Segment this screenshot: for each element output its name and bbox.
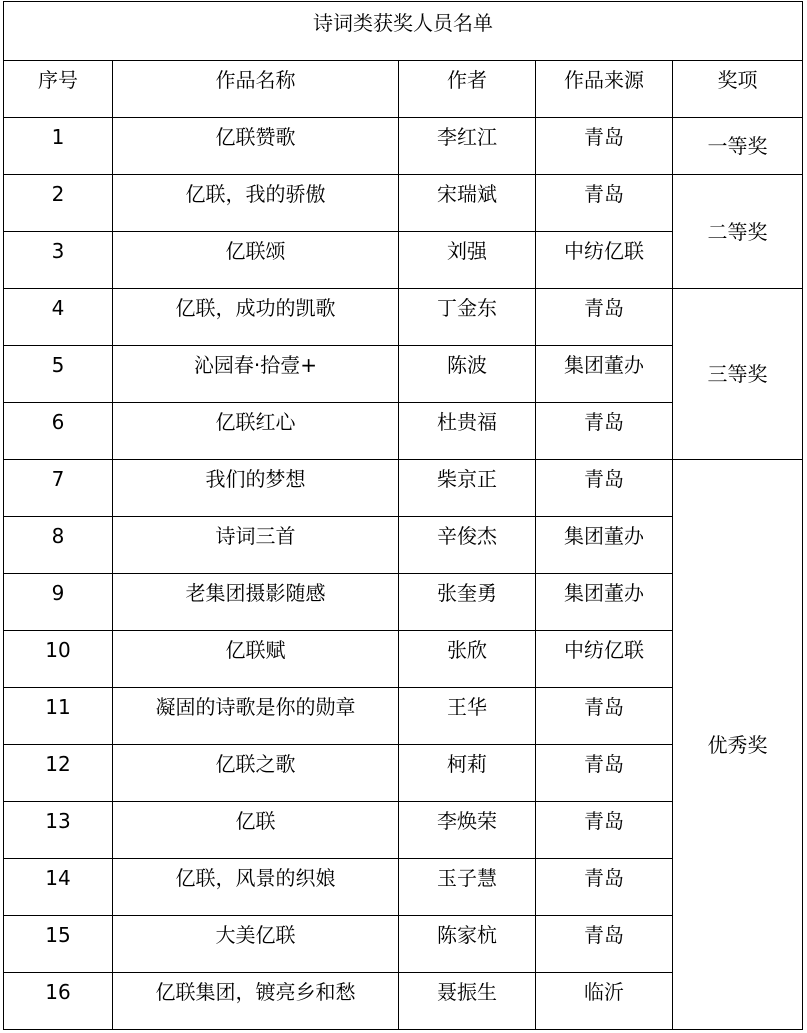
award-excellence-prize: 优秀奖 bbox=[673, 460, 803, 1030]
cell-work-name: 亿联之歌 bbox=[113, 745, 399, 802]
cell-source: 青岛 bbox=[536, 859, 673, 916]
cell-author: 陈家杭 bbox=[399, 916, 536, 973]
award-first-prize: 一等奖 bbox=[673, 118, 803, 175]
cell-no: 15 bbox=[4, 916, 113, 973]
cell-work-name: 沁园春·拾壹+ bbox=[113, 346, 399, 403]
cell-no: 13 bbox=[4, 802, 113, 859]
cell-work-name: 亿联，我的骄傲 bbox=[113, 175, 399, 232]
title-row bbox=[4, 2, 803, 61]
cell-work-name: 老集团摄影随感 bbox=[113, 574, 399, 631]
cell-source: 青岛 bbox=[536, 745, 673, 802]
cell-work-name: 亿联，成功的凯歌 bbox=[113, 289, 399, 346]
cell-source: 青岛 bbox=[536, 289, 673, 346]
cell-work-name: 大美亿联 bbox=[113, 916, 399, 973]
header-no: 序号 bbox=[4, 61, 113, 118]
cell-work-name: 亿联，风景的织娘 bbox=[113, 859, 399, 916]
cell-source: 青岛 bbox=[536, 802, 673, 859]
cell-work-name: 亿联赞歌 bbox=[113, 118, 399, 175]
cell-author: 李红江 bbox=[399, 118, 536, 175]
cell-work-name: 亿联集团，镀亮乡和愁 bbox=[113, 973, 399, 1030]
cell-no: 9 bbox=[4, 574, 113, 631]
cell-author: 刘强 bbox=[399, 232, 536, 289]
cell-work-name: 我们的梦想 bbox=[113, 460, 399, 517]
table-title: 诗词类获奖人员名单 bbox=[4, 2, 803, 61]
cell-source: 集团董办 bbox=[536, 574, 673, 631]
cell-no: 3 bbox=[4, 232, 113, 289]
cell-no: 5 bbox=[4, 346, 113, 403]
cell-author: 杜贵福 bbox=[399, 403, 536, 460]
cell-work-name: 凝固的诗歌是你的勋章 bbox=[113, 688, 399, 745]
table-row bbox=[4, 175, 803, 232]
cell-source: 青岛 bbox=[536, 688, 673, 745]
cell-author: 李焕荣 bbox=[399, 802, 536, 859]
cell-work-name: 亿联 bbox=[113, 802, 399, 859]
cell-no: 6 bbox=[4, 403, 113, 460]
cell-no: 4 bbox=[4, 289, 113, 346]
cell-author: 宋瑞斌 bbox=[399, 175, 536, 232]
cell-author: 玉子慧 bbox=[399, 859, 536, 916]
header-author: 作者 bbox=[399, 61, 536, 118]
table-row bbox=[4, 289, 803, 346]
cell-source: 青岛 bbox=[536, 460, 673, 517]
cell-source: 中纺亿联 bbox=[536, 631, 673, 688]
cell-work-name: 亿联颂 bbox=[113, 232, 399, 289]
cell-author: 辛俊杰 bbox=[399, 517, 536, 574]
award-second-prize: 二等奖 bbox=[673, 175, 803, 289]
table-row bbox=[4, 118, 803, 175]
cell-author: 柴京正 bbox=[399, 460, 536, 517]
cell-work-name: 诗词三首 bbox=[113, 517, 399, 574]
cell-work-name: 亿联红心 bbox=[113, 403, 399, 460]
cell-source: 青岛 bbox=[536, 916, 673, 973]
cell-source: 集团董办 bbox=[536, 517, 673, 574]
header-work-name: 作品名称 bbox=[113, 61, 399, 118]
cell-work-name: 亿联赋 bbox=[113, 631, 399, 688]
cell-no: 12 bbox=[4, 745, 113, 802]
header-source: 作品来源 bbox=[536, 61, 673, 118]
cell-no: 7 bbox=[4, 460, 113, 517]
cell-author: 柯莉 bbox=[399, 745, 536, 802]
cell-no: 8 bbox=[4, 517, 113, 574]
cell-no: 1 bbox=[4, 118, 113, 175]
award-list-table bbox=[3, 1, 803, 1030]
cell-source: 青岛 bbox=[536, 403, 673, 460]
cell-source: 中纺亿联 bbox=[536, 232, 673, 289]
award-third-prize: 三等奖 bbox=[673, 289, 803, 460]
cell-author: 王华 bbox=[399, 688, 536, 745]
cell-source: 青岛 bbox=[536, 175, 673, 232]
cell-no: 10 bbox=[4, 631, 113, 688]
cell-author: 张奎勇 bbox=[399, 574, 536, 631]
cell-author: 陈波 bbox=[399, 346, 536, 403]
cell-no: 11 bbox=[4, 688, 113, 745]
header-row bbox=[4, 61, 803, 118]
cell-source: 临沂 bbox=[536, 973, 673, 1030]
cell-no: 2 bbox=[4, 175, 113, 232]
cell-source: 青岛 bbox=[536, 118, 673, 175]
table-row bbox=[4, 460, 803, 517]
cell-no: 14 bbox=[4, 859, 113, 916]
header-award: 奖项 bbox=[673, 61, 803, 118]
cell-no: 16 bbox=[4, 973, 113, 1030]
cell-author: 张欣 bbox=[399, 631, 536, 688]
cell-author: 丁金东 bbox=[399, 289, 536, 346]
cell-author: 聂振生 bbox=[399, 973, 536, 1030]
cell-source: 集团董办 bbox=[536, 346, 673, 403]
